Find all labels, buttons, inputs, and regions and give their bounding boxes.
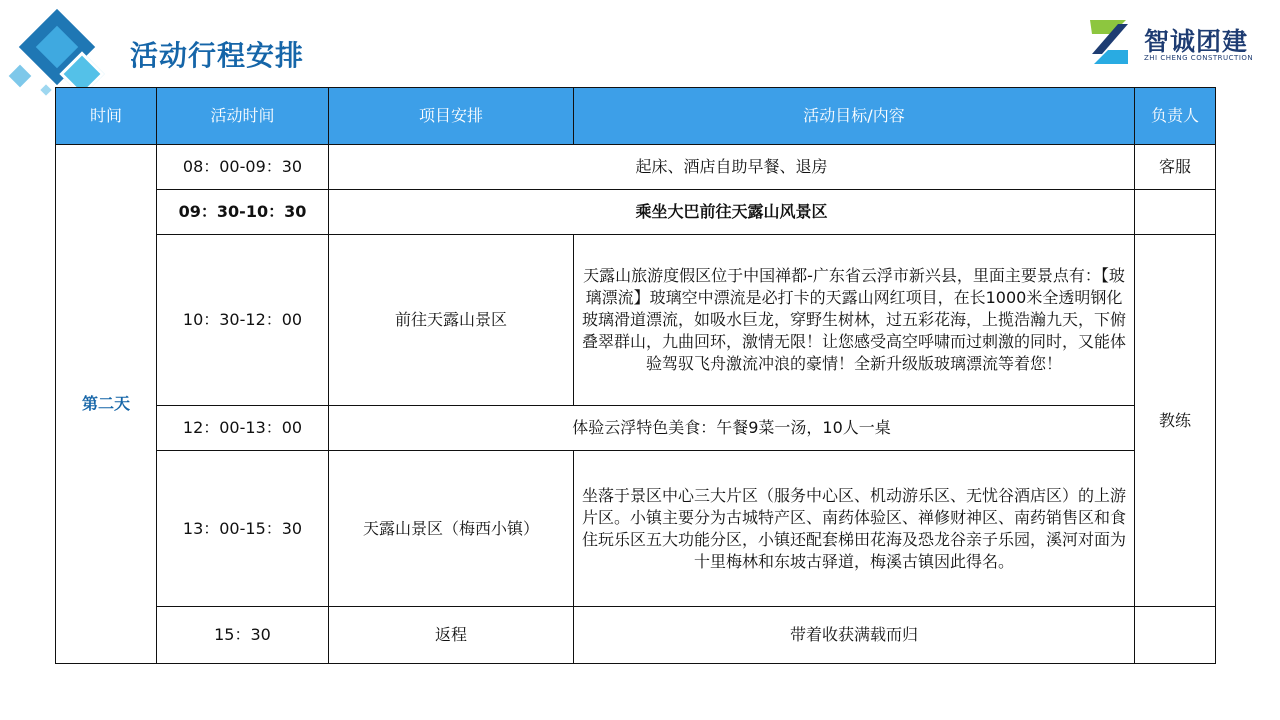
row-content: 体验云浮特色美食：午餐9菜一汤，10人一桌 <box>329 406 1135 451</box>
row-time: 08：00-09：30 <box>157 145 329 190</box>
row-content: 天露山旅游度假区位于中国禅都-广东省云浮市新兴县，里面主要景点有：【玻璃漂流】玻璃空中漂流是必打卡的天露山网红项目，在长1000米全透明钢化玻璃滑道漂流，如吸水巨龙，穿野生树林，过五彩花海，上揽浩瀚九天，下俯叠翠群山，九曲回环，激情无限！让您感受高空呼啸而过刺激的同时，又能体验驾驭飞舟激流冲浪的豪情！全新升级版玻璃漂流等着您！ <box>574 235 1135 406</box>
row-content: 带着收获满载而归 <box>574 607 1135 664</box>
table-row <box>56 607 1216 664</box>
decorative-diamond <box>9 65 32 88</box>
decorative-diamond <box>40 84 51 95</box>
schedule-table <box>55 87 1216 664</box>
page-title: 活动行程安排 <box>130 39 305 72</box>
row-project: 前往天露山景区 <box>329 235 574 406</box>
table-header-row <box>56 88 1216 145</box>
table-row <box>56 406 1216 451</box>
row-time: 15：30 <box>157 607 329 664</box>
row-content: 乘坐大巴前往天露山风景区 <box>329 190 1135 235</box>
row-time: 10：30-12：00 <box>157 235 329 406</box>
row-project: 返程 <box>329 607 574 664</box>
row-content: 起床、酒店自助早餐、退房 <box>329 145 1135 190</box>
row-owner-coach: 教练 <box>1135 235 1216 607</box>
header-time: 时间 <box>56 88 157 145</box>
header-project: 项目安排 <box>329 88 574 145</box>
row-time: 13：00-15：30 <box>157 451 329 607</box>
row-owner <box>1135 190 1216 235</box>
logo-mark-icon <box>1082 14 1138 70</box>
table-row <box>56 190 1216 235</box>
row-time: 09：30-10：30 <box>157 190 329 235</box>
logo-name: 智诚团建 <box>1144 27 1249 56</box>
row-project: 天露山景区（梅西小镇） <box>329 451 574 607</box>
row-owner: 客服 <box>1135 145 1216 190</box>
logo-subtitle: ZHI CHENG CONSTRUCTION <box>1144 54 1254 62</box>
row-content: 坐落于景区中心三大片区（服务中心区、机动游乐区、无忧谷酒店区）的上游片区。小镇主要分为古城特产区、南药体验区、禅修财神区、南药销售区和食住玩乐区五大功能分区，小镇还配套梯田花海及恐龙谷亲子乐园，溪河对面为十里梅林和东坡古驿道，梅溪古镇因此得名。 <box>574 451 1135 607</box>
logo <box>1082 14 1252 70</box>
row-owner <box>1135 607 1216 664</box>
header-goal: 活动目标/内容 <box>574 88 1135 145</box>
table-row <box>56 235 1216 406</box>
row-time: 12：00-13：00 <box>157 406 329 451</box>
day-label: 第二天 <box>56 145 157 664</box>
table-row <box>56 451 1216 607</box>
header-activity-time: 活动时间 <box>157 88 329 145</box>
header-owner: 负责人 <box>1135 88 1216 145</box>
table-row <box>56 145 1216 190</box>
